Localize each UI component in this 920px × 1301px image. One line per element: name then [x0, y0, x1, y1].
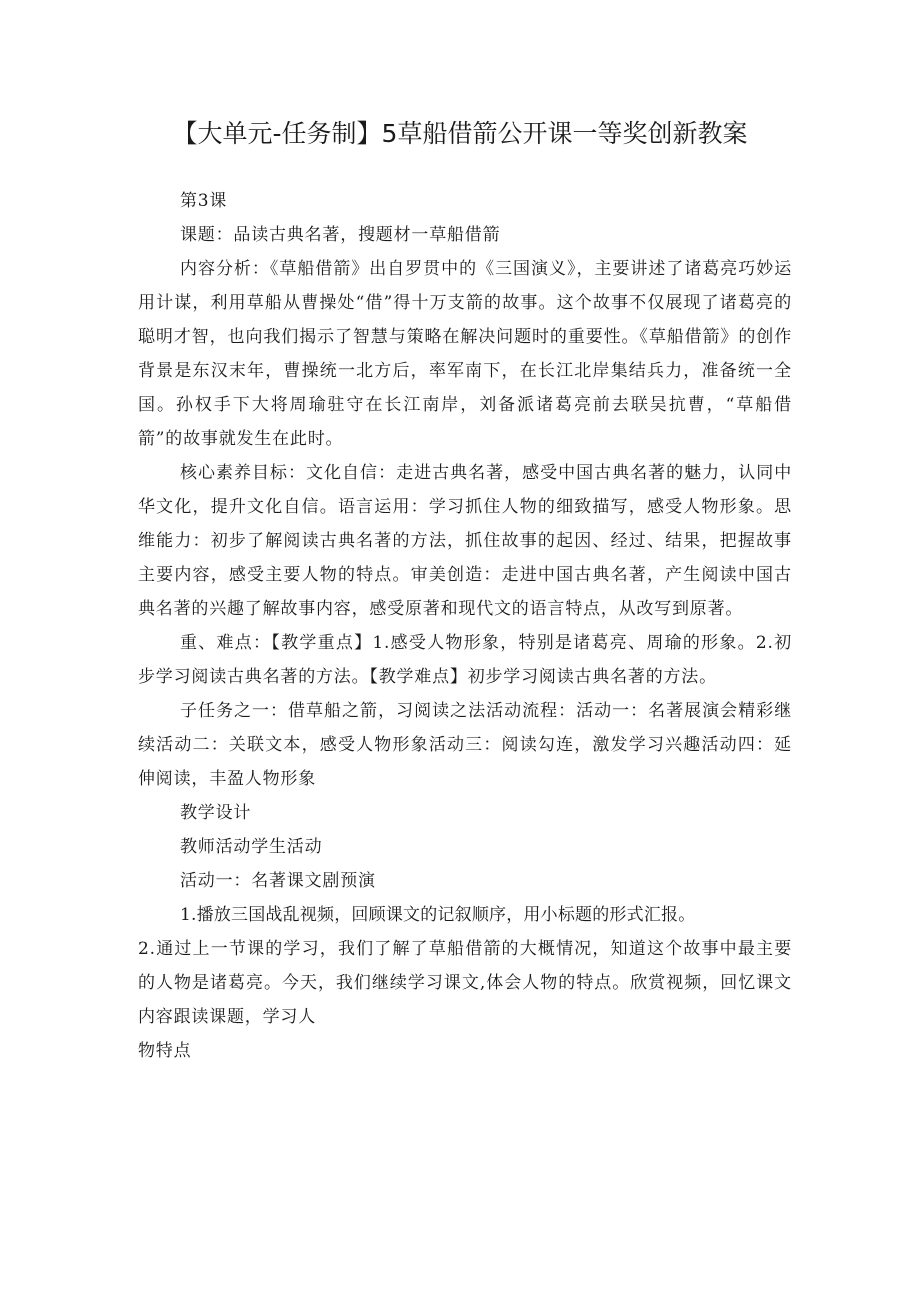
document-body [138, 184, 792, 1068]
activity-one-step-one: 1.播放三国战乱视频，回顾课文的记叙顺序，用小标题的形式汇报。 [180, 905, 696, 925]
activity-one-continuation: 物特点 [138, 1041, 192, 1061]
key-difficult-points-paragraph: 重、难点：【教学重点】1.感受人物形象，特别是诸葛亮、周瑜的形象。2.初步学习阅读古典名著的方法。【教学难点】初步学习阅读古典名著的方法。 [138, 633, 792, 687]
activity-one-step-two: 2.通过上一节课的学习，我们了解了草船借箭的大概情况，知道这个故事中最主要的人物是诸葛亮。今天，我们继续学习课文,体会人物的特点。欣赏视频，回忆课文内容跟读课题，学习人 [138, 939, 792, 1027]
core-literacy-goals-paragraph: 核心素养目标：文化自信：走进古典名著，感受中国古典名著的魅力，认同中华文化，提升文化自信。语言运用：学习抓住人物的细致描写，感受人物形象。思维能力：初步了解阅读古典名著的方法，抓住故事的起因、经过、结果，把握故事主要内容，感受主要人物的特点。审美创造：走进中国古典名著，产生阅读中国古典名著的兴趣了解故事内容，感受原著和现代文的语言特点，从改写到原著。 [138, 463, 792, 619]
activity-columns-heading: 教师活动学生活动 [180, 837, 323, 857]
content-analysis-paragraph: 内容分析：《草船借箭》出自罗贯中的《三国演义》，主要讲述了诸葛亮巧妙运用计谋，利用草船从曹操处“借”得十万支箭的故事。这个故事不仅展现了诸葛亮的聪明才智，也向我们揭示了智慧与策略在解决问题时的重要性。《草船借箭》的创作背景是东汉末年，曹操统一北方后，率军南下，在长江北岸集结兵力，准备统一全国。孙权手下大将周瑜驻守在长江南岸，刘备派诸葛亮前去联吴抗曹，“草船借箭”的故事就发生在此时。 [138, 259, 792, 449]
activity-one-heading: 活动一：名著课文剧预演 [180, 871, 376, 891]
subtask-paragraph: 子任务之一：借草船之箭，习阅读之法活动流程：活动一：名著展演会精彩继续活动二：关联文本，感受人物形象活动三：阅读勾连，激发学习兴趣活动四：延伸阅读，丰盈人物形象 [138, 701, 792, 789]
lesson-number: 第3课 [180, 191, 228, 211]
teaching-design-heading: 教学设计 [180, 803, 252, 823]
document-title: 【大单元-任务制】5草船借箭公开课一等奖创新教案 [172, 119, 748, 148]
lesson-topic: 课题：品读古典名著，搜题材一草船借箭 [180, 225, 501, 245]
